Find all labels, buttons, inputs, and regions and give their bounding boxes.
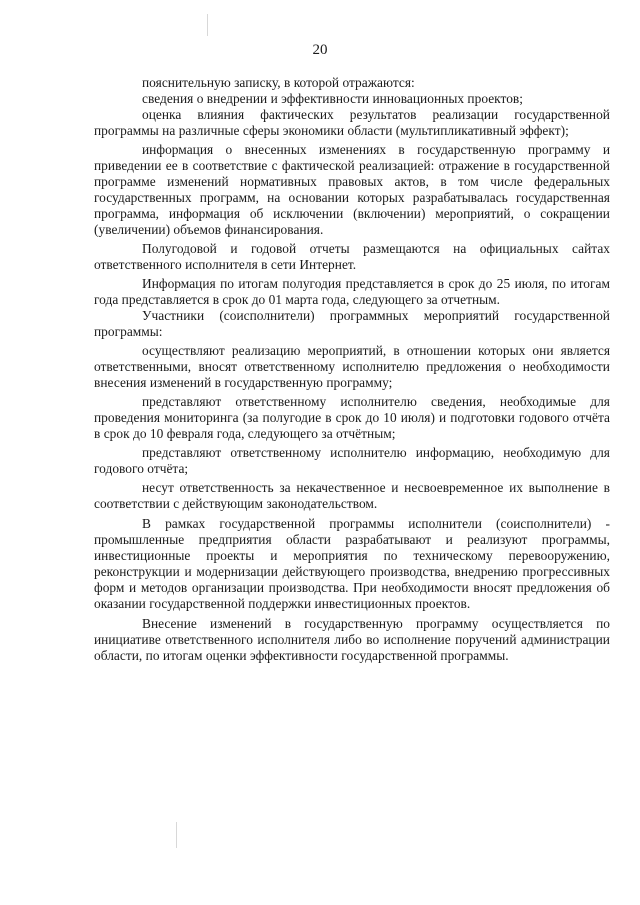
scan-artifact-top	[207, 14, 208, 36]
paragraph-innovation-info: сведения о внедрении и эффективности инновационных проектов;	[142, 91, 524, 106]
paragraph-participants-implement: осуществляют реализацию мероприятий, в отношении которых они является ответственными, вносят ответственному исполнителю предложения о необходимости внесения изменений в государственную программу;	[94, 343, 610, 390]
page-number: 20	[312, 42, 328, 58]
paragraph-changes-info: информация о внесенных изменениях в государственную программу и приведении ее в соответствие с фактической реализацией: отражение в государственной программе изменений нормативных правовых актов, в том числе федеральных государственных программ, на основании которых разрабатывалась государственная программа, информация об исключении (включении) мероприятий, о сокращении (увеличении) объемов финансирования.	[94, 142, 610, 237]
paragraph-reports-publication: Полугодовой и годовой отчеты размещаются на официальных сайтах ответственного исполнителя в сети Интернет.	[94, 241, 610, 272]
paragraph-participants-responsibility: несут ответственность за некачественное и несвоевременное их выполнение в соответствии с действующим законодательством.	[94, 480, 610, 511]
paragraph-industrial-enterprises: В рамках государственной программы исполнители (соисполнители) - промышленные предприятия области разрабатывают и реализуют программы, инвестиционные проекты и мероприятия по техническому перевооружению, реконструкции и модернизации действующего производства, внедрению прогрессивных форм и методов организации производства. При необходимости вносят предложения об оказании государственной поддержки инвестиционных проектов.	[94, 516, 610, 611]
scan-artifact-bottom	[176, 822, 177, 848]
paragraph-participants-submit-info: представляют ответственному исполнителю информацию, необходимую для годового отчёта;	[94, 445, 610, 476]
paragraph-reporting-deadlines: Информация по итогам полугодия представляется в срок до 25 июля, по итогам года представляется в срок до 01 марта года, следующего за отчетным.	[94, 276, 610, 307]
paragraph-impact-assessment: оценка влияния фактических результатов реализации государственной программы на различные сферы экономики области (мультипликативный эффект);	[94, 107, 610, 138]
paragraph-participants-submit-monitoring: представляют ответственному исполнителю сведения, необходимые для проведения мониторинга (за полугодие в срок до 10 июля) и подготовки годового отчёта в срок до 10 февраля года, следующего за отчётным;	[94, 394, 610, 441]
paragraph-explanatory-note: пояснительную записку, в которой отражаются:	[142, 75, 415, 90]
paragraph-participants: Участники (соисполнители) программных мероприятий государственной программы:	[94, 308, 610, 339]
document-body	[94, 75, 610, 664]
paragraph-program-amendments: Внесение изменений в государственную программу осуществляется по инициативе ответственного исполнителя либо во исполнение поручений администрации области, по итогам оценки эффективности государственной программы.	[94, 616, 610, 663]
